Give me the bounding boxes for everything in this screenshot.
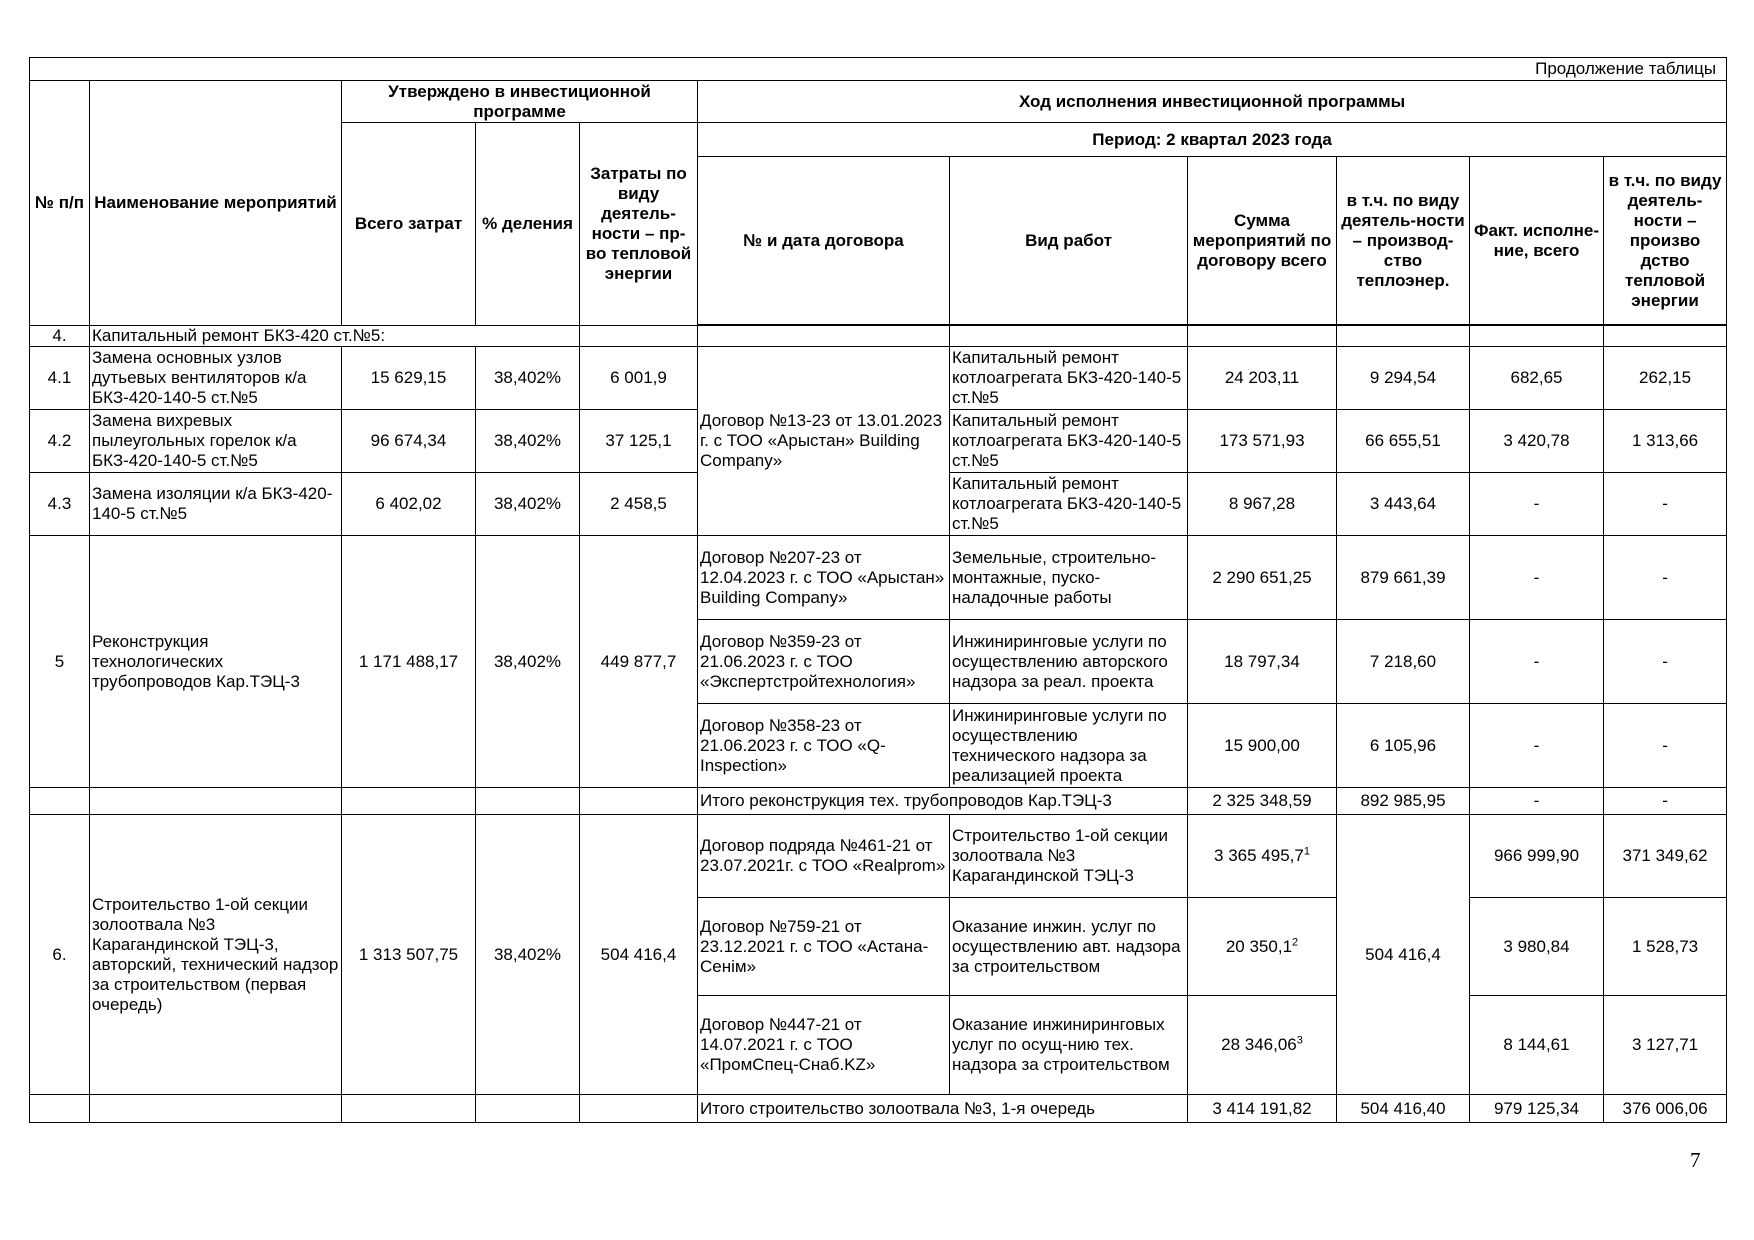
row-fact: -	[1470, 473, 1604, 536]
header-work-type: Вид работ	[950, 157, 1188, 325]
row-contract: Договор №759-21 от 23.12.2021 г. с ТОО «Астана-Сенім»	[698, 898, 950, 996]
row-num: 4.3	[30, 473, 90, 536]
row-contract: Договор №447-21 от 14.07.2021 г. с ТОО «ПромСпец-Снаб.KZ»	[698, 996, 950, 1095]
header-period: Период: 2 квартал 2023 года	[698, 123, 1727, 157]
row-heat-sum: 3 443,64	[1337, 473, 1470, 536]
row-name: Замена изоляции к/а БКЗ-420-140-5 ст.№5	[90, 473, 342, 536]
total-row	[30, 1095, 1727, 1123]
investment-program-table	[29, 57, 1727, 1123]
row-num: 4.	[30, 326, 90, 347]
row-heat-sum: 504 416,4	[1337, 815, 1470, 1095]
row-name: Капитальный ремонт БКЗ-420 ст.№5:	[90, 326, 580, 347]
row-work: Капитальный ремонт котлоагрегата БКЗ-420-140-5 ст.№5	[950, 473, 1188, 536]
page-number: 7	[1690, 1148, 1701, 1172]
row-total: 15 629,15	[342, 347, 476, 410]
row-total: 6 402,02	[342, 473, 476, 536]
header-incl-heat-fact: в т.ч. по виду деятель-ности – произво дство тепловой энергии	[1604, 157, 1727, 325]
footnote-marker: 1	[1303, 845, 1310, 858]
row-total: 1 313 507,75	[342, 815, 476, 1095]
row-percent: 38,402%	[476, 410, 580, 473]
row-sum: 3 365 495,7$^1$	[1188, 815, 1337, 898]
row-cost: 449 877,7	[580, 536, 698, 788]
header-num: № п/п	[30, 81, 90, 326]
row-name: Реконструкция технологических трубопроводов Кар.ТЭЦ-3	[90, 536, 342, 788]
row-fact: -	[1470, 704, 1604, 788]
total-label: Итого реконструкция тех. трубопроводов Кар.ТЭЦ-3	[698, 788, 1188, 815]
row-sum: 18 797,34	[1188, 620, 1337, 704]
header-contract-sum: Сумма мероприятий по договору всего	[1188, 157, 1337, 325]
row-fact: -	[1470, 620, 1604, 704]
row-name: Замена вихревых пылеугольных горелок к/а БКЗ-420-140-5 ст.№5	[90, 410, 342, 473]
row-num: 4.1	[30, 347, 90, 410]
header-row-1	[30, 81, 1727, 123]
total-heat-sum: 504 416,40	[1337, 1095, 1470, 1123]
row-contract: Договор №359-23 от 21.06.2023 г. с ТОО «Экспертстройтехнология»	[698, 620, 950, 704]
header-contract: № и дата договора	[698, 157, 950, 325]
header-cost-by-activity: Затраты по виду деятель-ности – пр-во тепловой энергии	[580, 123, 698, 326]
row-heat-sum: 6 105,96	[1337, 704, 1470, 788]
row-fact: 966 999,90	[1470, 815, 1604, 898]
table-row	[30, 536, 1727, 620]
row-num: 6.	[30, 815, 90, 1095]
row-fact: 682,65	[1470, 347, 1604, 410]
row-num: 5	[30, 536, 90, 788]
header-fact-total: Факт. исполне-ние, всего	[1470, 157, 1604, 325]
row-sum: 24 203,11	[1188, 347, 1337, 410]
table-row	[30, 326, 1727, 347]
row-percent: 38,402%	[476, 815, 580, 1095]
row-work: Инжиниринговые услуги по осуществлению авторского надзора за реал. проекта	[950, 620, 1188, 704]
header-incl-heat-sum: в т.ч. по виду деятель-ности – производ-ство теплоэнер.	[1337, 157, 1470, 325]
header-approved-group: Утверждено в инвестиционной программе	[342, 81, 698, 123]
row-percent: 38,402%	[476, 536, 580, 788]
table-row	[30, 347, 1727, 410]
row-work: Капитальный ремонт котлоагрегата БКЗ-420-140-5 ст.№5	[950, 410, 1188, 473]
total-heat-sum: 892 985,95	[1337, 788, 1470, 815]
row-heat-sum: 879 661,39	[1337, 536, 1470, 620]
footnote-marker: 2	[1292, 935, 1299, 948]
continuation-row	[30, 58, 1727, 81]
row-fact: 8 144,61	[1470, 996, 1604, 1095]
total-heat-fact: 376 006,06	[1604, 1095, 1727, 1123]
row-heat-fact: -	[1604, 620, 1727, 704]
row-cost: 6 001,9	[580, 347, 698, 410]
row-sum: 173 571,93	[1188, 410, 1337, 473]
row-contract: Договор №13-23 от 13.01.2023 г. с ТОО «Арыстан» Building Company»	[698, 347, 950, 536]
row-sum: 8 967,28	[1188, 473, 1337, 536]
row-fact: -	[1470, 536, 1604, 620]
row-heat-sum: 66 655,51	[1337, 410, 1470, 473]
row-work: Строительство 1-ой секции золоотвала №3 Карагандинской ТЭЦ-3	[950, 815, 1188, 898]
row-cost: 2 458,5	[580, 473, 698, 536]
row-sum: 20 350,1$^2$	[1188, 898, 1337, 996]
row-work: Капитальный ремонт котлоагрегата БКЗ-420-140-5 ст.№5	[950, 347, 1188, 410]
total-fact: -	[1470, 788, 1604, 815]
total-row	[30, 788, 1727, 815]
row-work: Земельные, строительно-монтажные, пуско-наладочные работы	[950, 536, 1188, 620]
header-total-cost: Всего затрат	[342, 123, 476, 326]
total-heat-fact: -	[1604, 788, 1727, 815]
row-heat-fact: 3 127,71	[1604, 996, 1727, 1095]
footnote-marker: 3	[1296, 1034, 1303, 1047]
row-heat-fact: -	[1604, 536, 1727, 620]
row-total: 96 674,34	[342, 410, 476, 473]
row-name: Строительство 1-ой секции золоотвала №3 Карагандинской ТЭЦ-3, авторский, технический надзор за строительством (первая очередь)	[90, 815, 342, 1095]
row-contract: Договор №207-23 от 12.04.2023 г. с ТОО «Арыстан» Building Company»	[698, 536, 950, 620]
row-percent: 38,402%	[476, 347, 580, 410]
row-heat-fact: 371 349,62	[1604, 815, 1727, 898]
row-heat-sum: 7 218,60	[1337, 620, 1470, 704]
row-cost: 37 125,1	[580, 410, 698, 473]
total-label: Итого строительство золоотвала №3, 1-я очередь	[698, 1095, 1188, 1123]
row-num: 4.2	[30, 410, 90, 473]
header-progress-group: Ход исполнения инвестиционной программы	[698, 81, 1727, 123]
row-fact: 3 420,78	[1470, 410, 1604, 473]
row-cost: 504 416,4	[580, 815, 698, 1095]
header-name: Наименование мероприятий	[90, 81, 342, 326]
total-fact: 979 125,34	[1470, 1095, 1604, 1123]
row-total: 1 171 488,17	[342, 536, 476, 788]
row-heat-fact: 1 313,66	[1604, 410, 1727, 473]
row-work: Инжиниринговые услуги по осуществлению технического надзора за реализацией проекта	[950, 704, 1188, 788]
row-name: Замена основных узлов дутьевых вентиляторов к/а БКЗ-420-140-5 ст.№5	[90, 347, 342, 410]
row-fact: 3 980,84	[1470, 898, 1604, 996]
row-heat-fact: 1 528,73	[1604, 898, 1727, 996]
total-sum: 3 414 191,82	[1188, 1095, 1337, 1123]
row-percent: 38,402%	[476, 473, 580, 536]
row-sum: 28 346,06$^3$	[1188, 996, 1337, 1095]
row-work: Оказание инжин. услуг по осуществлению авт. надзора за строительством	[950, 898, 1188, 996]
table-row	[30, 815, 1727, 898]
row-heat-fact: -	[1604, 473, 1727, 536]
total-sum: 2 325 348,59	[1188, 788, 1337, 815]
row-work: Оказание инжиниринговых услуг по осущ-нию тех. надзора за строительством	[950, 996, 1188, 1095]
row-heat-fact: -	[1604, 704, 1727, 788]
header-percent-division: % деления	[476, 123, 580, 326]
row-sum: 15 900,00	[1188, 704, 1337, 788]
row-heat-sum: 9 294,54	[1337, 347, 1470, 410]
row-sum: 2 290 651,25	[1188, 536, 1337, 620]
row-heat-fact: 262,15	[1604, 347, 1727, 410]
row-contract: Договор №358-23 от 21.06.2023 г. с ТОО «Q-Inspection»	[698, 704, 950, 788]
row-contract: Договор подряда №461-21 от 23.07.2021г. с ТОО «Realprom»	[698, 815, 950, 898]
continuation-label: Продолжение таблицы	[30, 58, 1727, 81]
